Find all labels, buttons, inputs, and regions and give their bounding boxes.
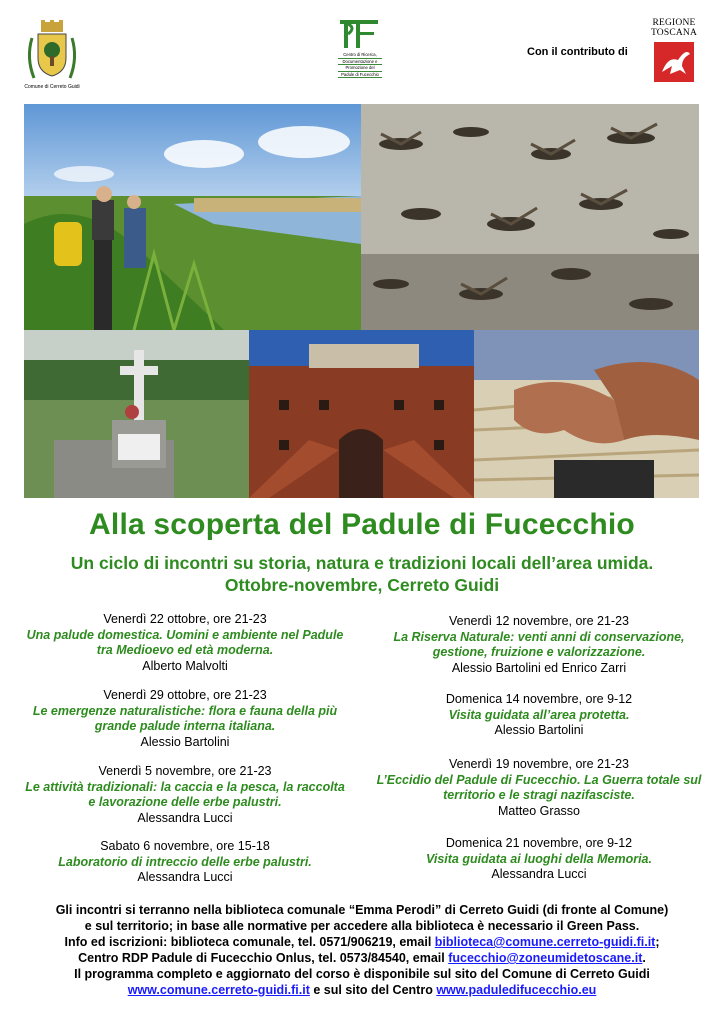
event-item: [374, 692, 704, 739]
event-date: Venerdì 29 ottobre, ore 21-23: [103, 688, 267, 702]
flying-ducks-photo: [361, 104, 699, 330]
event-date: Sabato 6 novembre, ore 15-18: [100, 839, 270, 853]
event-speaker: Matteo Grasso: [498, 803, 580, 818]
subtitle: Un ciclo di incontri su storia, natura e tradizioni locali dell’area umida.: [70, 553, 654, 573]
centro-website-link[interactable]: www.paduledifucecchio.eu: [436, 983, 597, 997]
event-speaker: Alberto Malvolti: [142, 658, 228, 673]
comune-crest-icon: [24, 18, 80, 84]
regione-toscana-logo: [648, 18, 700, 92]
center-logo-line: Promozione del: [338, 65, 382, 72]
event-speaker: Alessandra Lucci: [137, 870, 233, 884]
info-punct: ;: [655, 935, 660, 949]
event-speaker: Alessio Bartolini ed Enrico Zarri: [451, 660, 627, 675]
birdwatchers-photo: [24, 104, 361, 330]
centro-email-link[interactable]: fucecchio@zoneumidetoscane.it: [448, 951, 643, 965]
event-title: Visita guidata ai luoghi della Memoria.: [426, 851, 652, 866]
dates-place: Ottobre-novembre, Cerreto Guidi: [224, 575, 500, 595]
event-item: [20, 612, 350, 674]
footer-info-line: [0, 934, 724, 950]
links-middle-text: e sul sito del Centro: [309, 983, 437, 997]
centro-punct: .: [642, 951, 646, 965]
event-date: Venerdì 22 ottobre, ore 21-23: [103, 612, 267, 626]
event-date: Venerdì 19 novembre, ore 21-23: [449, 757, 629, 771]
event-date: Venerdì 5 novembre, ore 21-23: [98, 764, 272, 778]
contributo-label: Con il contributo di: [527, 46, 628, 58]
event-speaker: Alessandra Lucci: [491, 867, 587, 881]
prf-monogram-icon: [338, 18, 382, 50]
brick-building-photo: [249, 330, 474, 498]
comune-caption: Comune di Cerreto Guidi: [24, 84, 80, 90]
event-item: [374, 836, 704, 883]
center-logo-line: Padule di Fucecchio: [338, 72, 382, 79]
region-line1: REGIONE: [652, 18, 696, 28]
event-date: Venerdì 12 novembre, ore 21-23: [449, 614, 629, 628]
event-item: [20, 688, 350, 750]
event-title: Una palude domestica. Uomini e ambiente nel Padule tra Medioevo ed età moderna.: [26, 627, 344, 657]
pegasus-icon: [648, 38, 700, 84]
center-logo: [338, 18, 382, 96]
event-title: Visita guidata all’area protetta.: [448, 707, 630, 722]
centro-text: Centro RDP Padule di Fucecchio Onlus, tel. 0573/84540, email: [78, 951, 449, 965]
footer-links-line: [0, 982, 724, 998]
event-title: Laboratorio di intreccio delle erbe palustri.: [58, 854, 312, 869]
event-speaker: Alessio Bartolini: [140, 734, 230, 749]
event-item: [374, 757, 704, 819]
center-logo-line: Documentazione e: [338, 59, 382, 66]
event-title: Le attività tradizionali: la caccia e la pesca, la raccolta e lavorazione delle erbe palustri.: [25, 779, 345, 809]
footer-line: e sul territorio; in base alle normative per accedere alla biblioteca è necessario il Green Pass.: [84, 919, 640, 933]
event-title: Le emergenze naturalistiche: flora e fauna della più grande palude interna italiana.: [32, 703, 338, 733]
memorial-cross-photo: [24, 330, 249, 498]
library-email-link[interactable]: biblioteca@comune.cerreto-guidi.fi.it: [434, 935, 656, 949]
page-title: Alla scoperta del Padule di Fucecchio: [89, 508, 635, 541]
event-title: L’Eccidio del Padule di Fucecchio. La Guerra totale sul territorio e le stragi nazifasciste.: [376, 772, 702, 802]
center-logo-text: [338, 52, 382, 78]
event-item: [20, 839, 350, 886]
footer-line: Il programma completo e aggiornato del corso è disponibile sul sito del Comune di Cerreto Guidi: [74, 967, 650, 981]
event-item: [20, 764, 350, 826]
event-date: Domenica 14 novembre, ore 9-12: [445, 692, 633, 706]
comune-logo: [24, 18, 80, 92]
footer-centro-line: [0, 950, 724, 966]
event-speaker: Alessandra Lucci: [137, 810, 233, 825]
footer-line: Gli incontri si terranno nella biblioteca comunale “Emma Perodi” di Cerreto Guidi (di fronte al Comune): [55, 903, 669, 917]
weaving-hands-photo: [474, 330, 699, 498]
event-date: Domenica 21 novembre, ore 9-12: [445, 836, 633, 850]
region-line2: TOSCANA: [650, 28, 698, 38]
comune-website-link[interactable]: www.comune.cerreto-guidi.fi.it: [127, 983, 310, 997]
center-logo-line: Centro di Ricerca,: [338, 52, 382, 59]
event-title: La Riserva Naturale: venti anni di conservazione, gestione, fruizione e valorizzazione.: [393, 629, 685, 659]
info-text: Info ed iscrizioni: biblioteca comunale, tel. 0571/906219, email: [64, 935, 435, 949]
event-item: [374, 614, 704, 676]
event-speaker: Alessio Bartolini: [494, 723, 584, 737]
